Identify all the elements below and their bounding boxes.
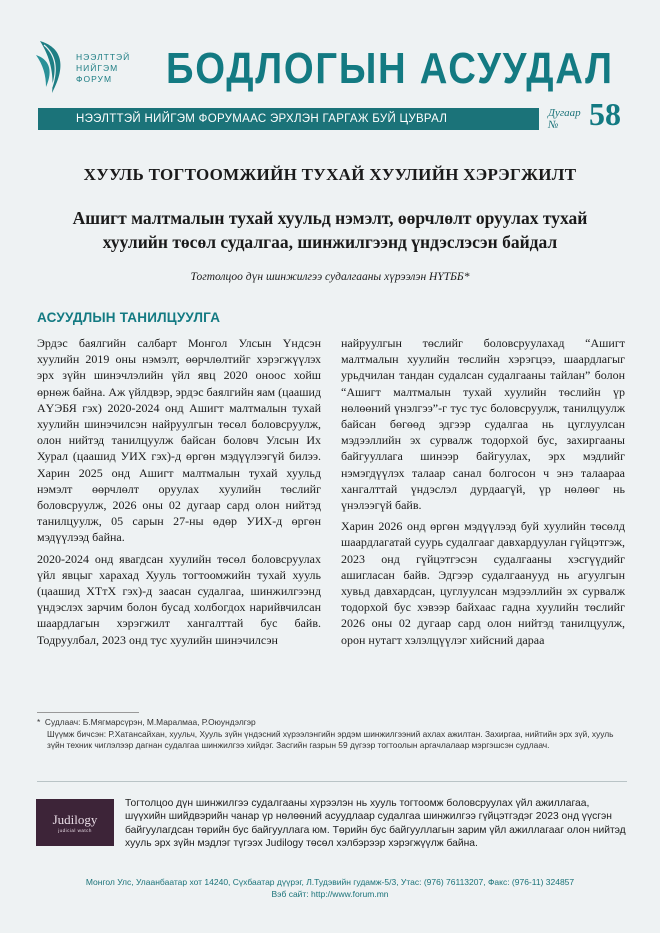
judilogy-logo — [36, 799, 114, 846]
article-subtitle — [40, 206, 620, 254]
right-column — [341, 335, 625, 653]
paragraph: найруулгын төслийг боловсруулахад “Ашигт малтмалын хуулийн төслийн хэрэгцээ, шаардлагыг урьдчилан тандан судалсан судалгааны тайлан” болон “Ашигт малтмалын тухай хуулийн төслийн үр нөлөөний үнэлгээ”-г тус тус боловсруулж, танилцуулж байсан бөгөөд эдгээр судалгаа нь цуглуулсан мэдээллийн эх сурвалж тодорхой бус, захиргааны байгууллага шинээр байгуулах, эрх мэдлийг нэмэгдүүлэх талаар санал болгосон ч энэ талаараа хангалттай үндэслэл дурдаагүй, үр нөлөөг нь үнэлээгүй байв. — [341, 336, 625, 513]
section-heading: АСУУДЛЫН ТАНИЛЦУУЛГА — [37, 310, 221, 325]
footnote-researchers: Судлаач: Б.Мягмарсүрэн, М.Маралмаа, Р.Оюундэлгэр — [44, 717, 256, 727]
issue-number: 58 — [589, 96, 621, 132]
left-column — [37, 335, 321, 653]
issue-label-word: Дугаар — [548, 107, 581, 119]
forum-logo — [34, 37, 174, 99]
judilogy-logo-name: Judilogy — [52, 812, 98, 827]
logo-text — [76, 52, 130, 85]
judilogy-logo-sub: judicial watch — [58, 828, 92, 833]
footnote — [37, 717, 627, 752]
footnote-marker: * — [37, 717, 41, 727]
article-title: ХУУЛЬ ТОГТООМЖИЙН ТУХАЙ ХУУЛИЙН ХЭРЭГЖИЛТ — [83, 165, 577, 184]
paragraph: 2020-2024 онд явагдсан хуулийн төсөл боловсруулах үйл явцыг харахад Хууль тогтоомжийн тухай хууль (цаашид ХТтХ гэх)-д заасан судалгаа, шинжилгээнд үндэслэх зарчим болон бусад холбогдох нарийвчилсан шаардлагын хэрэгжилт хангалттай бус байв. Тодруулбал, 2023 онд тус хуулийн шинэчилсэн — [37, 551, 321, 647]
publication-title: БОДЛОГЫН АСУУДАЛ — [166, 44, 614, 93]
logo-line-1: НЭЭЛТТЭЙ — [76, 52, 131, 62]
byline: Тогтолцоо дүн шинжилгээ судалгааны хүрээлэн НҮТББ* — [190, 271, 470, 283]
footnote-rule — [37, 712, 139, 713]
logo-line-2: НИЙГЭМ — [76, 63, 119, 73]
paragraph: Харин 2026 онд өргөн мэдүүлээд буй хуулийн төсөлд шаардлагатай суурь судалгааг давхардуулан гүйцэтгэж, 2023 онд гүйцэтгэсэн судалгааны хэсгүүдийг ашигласан байв. Эдгээр судалгаанууд нь агуулгын хувьд давхардсан, цуглуулсан мэдээллийн эх сурвалж тодорхой бус хэвээр байхаас гадна хуулийн төслийг 2026 оны 02 дугаар сард олон нийтэд танилцуулж, орон нутагт хэлэлцүүлэг хийсний дараа — [341, 519, 625, 647]
issue-label-symbol: № — [548, 119, 559, 131]
subtitle-line-2: хуулийн төсөл судалгаа, шинжилгээнд үндэслэсэн байдал — [102, 232, 558, 252]
divider — [37, 781, 627, 782]
leaf-logo-icon — [34, 37, 78, 99]
subtitle-line-1: Ашигт малтмалын тухай хуульд нэмэлт, өөрчлөлт оруулах тухай — [72, 208, 588, 228]
paragraph: Эрдэс баялгийн салбарт Монгол Улсын Үндсэн хуулийн 2019 оны нэмэлт, өөрчлөлтийг хэрэгжүүлэх эрх зүйн шинэчлэлийн үйл явц 2020 оноос хойш өрнөж байна. Аж үйлдвэр, эрдэс баялгийн яам (цаашид АҮЭБЯ гэх) 2020-2024 онд Ашигт малтмалын тухай хуулийн шинэчилсэн найруулгын төсөл боловсруулж, олон нийтэд танилцуулж байсан боловч Улсын Их Хурал (цаашид УИХ гэх)-д өргөн мэдүүлээгүй билээ. Харин 2025 онд Ашигт малтмалын тухай хуульд нэмэлт өөрчлөлт оруулах хуулийн төслийг боловсруулж, 2026 оны 02 дугаар сард олон нийтэд танилцуулж, 05 сарын 27-ны өдөр УИХ-д өргөн мэдүүлээд байна. — [37, 336, 321, 545]
logo-line-3: ФОРУМ — [76, 74, 113, 84]
series-banner: НЭЭЛТТЭЙ НИЙГЭМ ФОРУМААС ЭРХЛЭН ГАРГАЖ БУЙ ЦУВРАЛ — [38, 108, 539, 130]
issue-label — [548, 107, 581, 131]
footer-website[interactable]: Вэб сайт: http://www.forum.mn — [271, 889, 389, 899]
footnote-reviewer: Шүүмж бичсэн: Р.Хатансайхан, хуульч, Хууль зүйн үндэсний хүрээлэнгийн эрдэм шинжилгээний ахлах ажилтан. Захиргаа, нийтийн эрх зүй, хууль зүйн техник чиглэлээр дагнан судалгаа шинжилгээ хийдэг. Засгийн газрын 59 дүгээр тогтоолын аргачлалаар мэргэшсэн судлаач. — [47, 728, 614, 750]
footer-address: Монгол Улс, Улаанбаатар хот 14240, Сүхбаатар дүүрэг, Л.Тудэвийн гудамж-5/3, Утас: (976) 76113207, Факс: (976-11) 324857 — [85, 877, 575, 887]
about-organization: Тогтолцоо дүн шинжилгээ судалгааны хүрээлэн нь хууль тогтоомж боловсруулах үйл ажиллагаа, шүүхийн шийдвэрийн чанар үр нөлөөний асуудлаар судалгаа шинжилгээ гүйцэтгэдэг 2023 онд үүсгэн байгуулагдсан төрийн бус байгууллага юм. Төрийн бус байгууллагын зарим үйл ажиллагааг олон нийтэд хууль эрх зүйн мэдлэг түгээх Judilogy төсөл хэлбэрээр хэрэгжүүлж байна. — [125, 798, 626, 850]
footer-contact — [0, 876, 660, 900]
